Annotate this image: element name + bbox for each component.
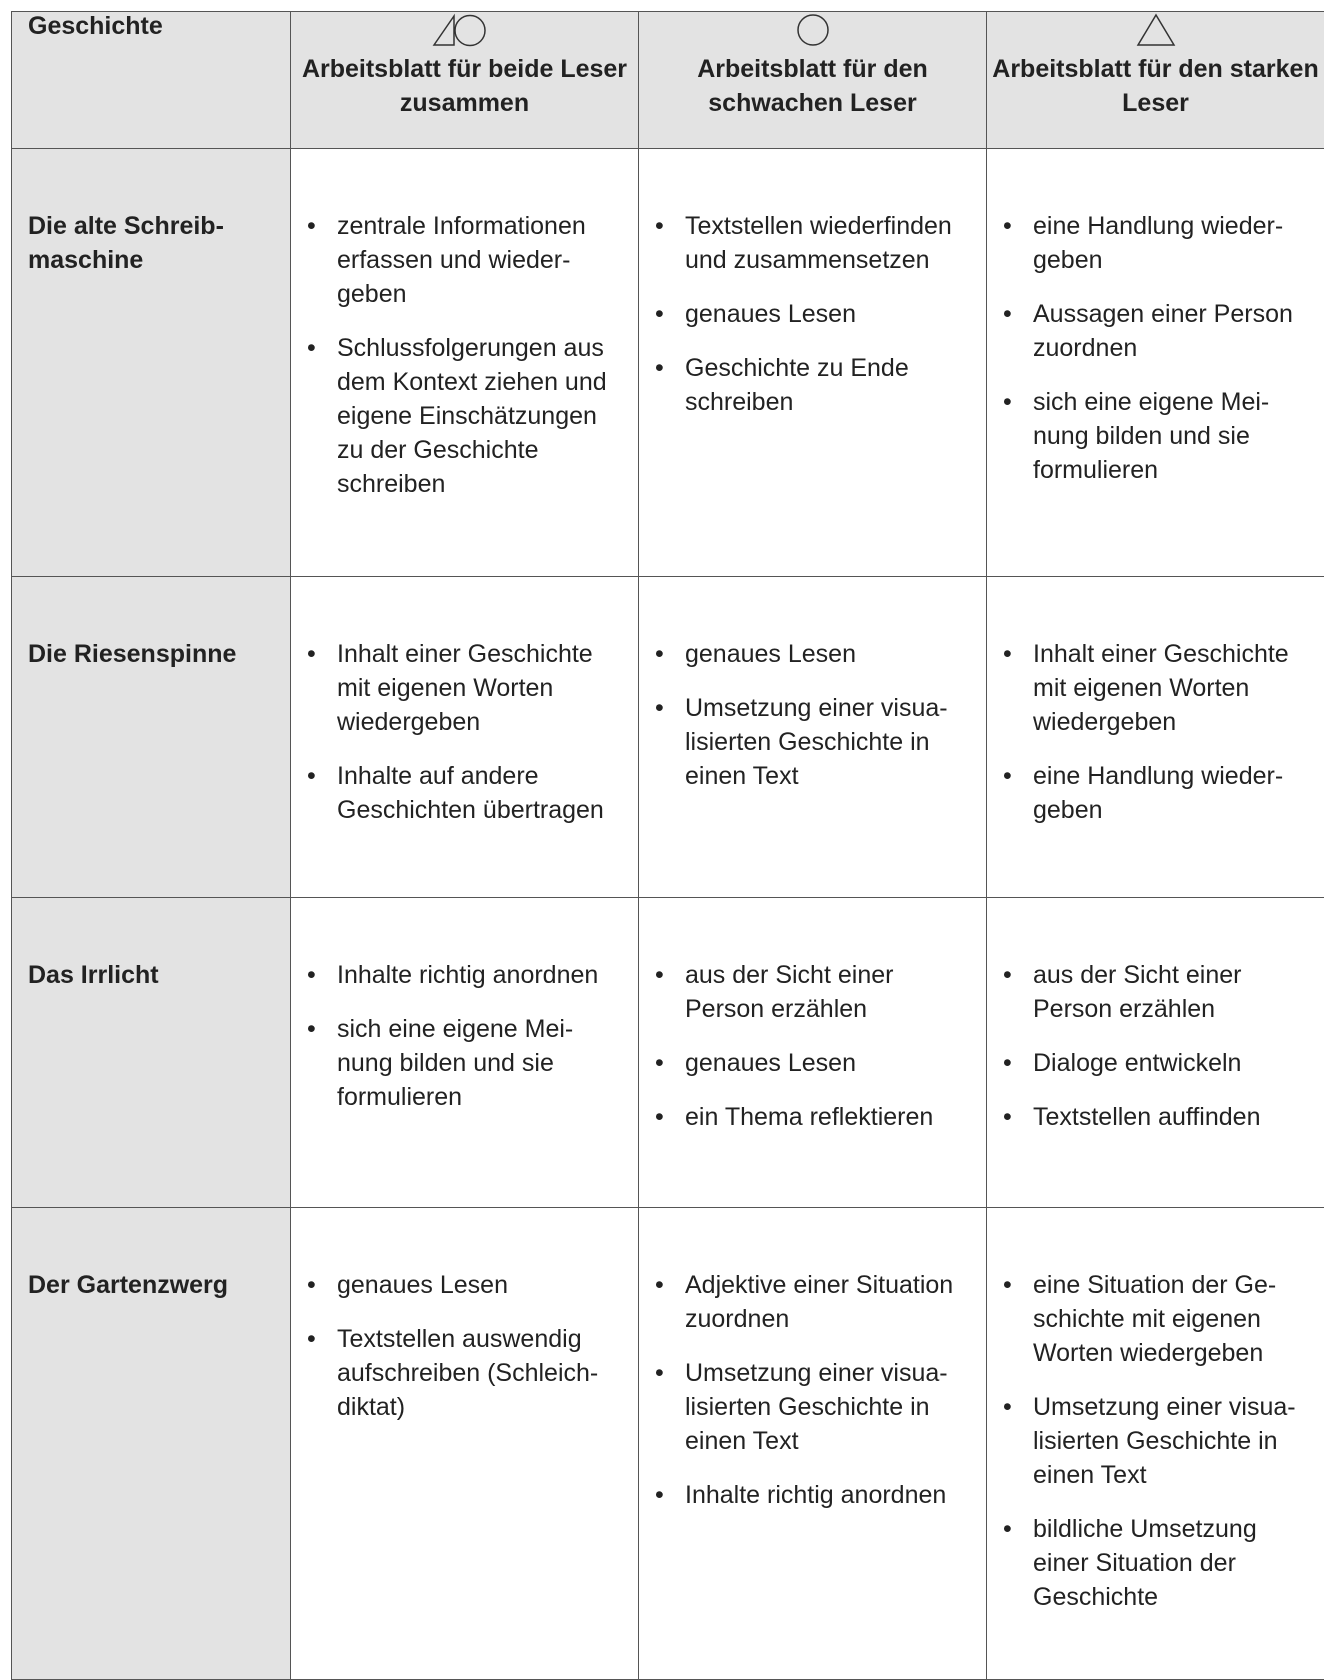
triangle-icon xyxy=(1134,12,1178,48)
table-row xyxy=(12,149,1324,577)
cell-strong-reader xyxy=(987,577,1324,898)
list-item: • Textstellen auffinden xyxy=(1003,1100,1312,1134)
cell-both-readers xyxy=(291,1208,639,1680)
list-item: • eine Handlung wieder-geben xyxy=(1003,759,1312,827)
cell-weak-reader xyxy=(639,577,987,898)
list-item: • Dialoge entwickeln xyxy=(1003,1046,1312,1080)
cell-strong-reader xyxy=(987,1208,1324,1680)
cell-weak-reader xyxy=(639,149,987,577)
cell-both-readers xyxy=(291,149,639,577)
list-item: • Umsetzung einer visua-lisierten Geschichte in einen Text xyxy=(655,1356,974,1458)
cell-strong-reader xyxy=(987,898,1324,1208)
list-item: • sich eine eigene Mei-nung bilden und sie formulieren xyxy=(1003,385,1312,487)
table-row xyxy=(12,1208,1324,1680)
table-row xyxy=(12,577,1324,898)
list-item: • Inhalte auf andere Geschichten übertragen xyxy=(307,759,626,827)
circle-icon xyxy=(793,12,833,48)
cell-weak-reader xyxy=(639,1208,987,1680)
list-item: • Inhalte richtig anordnen xyxy=(307,958,626,992)
list-item: • aus der Sicht einer Person erzählen xyxy=(1003,958,1312,1026)
list-item: • sich eine eigene Mei-nung bilden und sie formulieren xyxy=(307,1012,626,1114)
cell-both-readers xyxy=(291,577,639,898)
cell-both-readers xyxy=(291,898,639,1208)
list-item: • Geschichte zu Ende schreiben xyxy=(655,351,974,419)
list-item: • Textstellen wiederfinden und zusammensetzen xyxy=(655,209,974,277)
story-title: Der Gartenzwerg xyxy=(12,1208,291,1680)
list-item: • eine Handlung wieder-geben xyxy=(1003,209,1312,277)
list-item: • genaues Lesen xyxy=(655,637,974,671)
column-title: Arbeitsblatt für den starken Leser xyxy=(992,55,1319,117)
list-item: • genaues Lesen xyxy=(307,1268,626,1302)
header-row xyxy=(12,12,1324,149)
column-title: Arbeitsblatt für beide Leser zusammen xyxy=(301,55,628,117)
story-title: Die Riesenspinne xyxy=(12,577,291,898)
list-item: • eine Situation der Ge-schichte mit eigenen Worten wiedergeben xyxy=(1003,1268,1312,1370)
list-item: • bildliche Umsetzung einer Situation der Geschichte xyxy=(1003,1512,1312,1614)
list-item: • Umsetzung einer visua-lisierten Geschichte in einen Text xyxy=(655,691,974,793)
header-cell-story xyxy=(12,12,291,149)
list-item: • Inhalt einer Geschichte mit eigenen Worten wiedergeben xyxy=(1003,637,1312,739)
list-item: • Textstellen auswendig aufschreiben (Schleich-diktat) xyxy=(307,1322,626,1424)
header-cell-weak-reader xyxy=(639,12,987,149)
list-item: • Aussagen einer Person zuordnen xyxy=(1003,297,1312,365)
header-cell-strong-reader xyxy=(987,12,1324,149)
cell-weak-reader xyxy=(639,898,987,1208)
list-item: • aus der Sicht einer Person erzählen xyxy=(655,958,974,1026)
list-item: • Schlussfolgerungen aus dem Kontext ziehen und eigene Einschätzungen zu der Geschichte schreiben xyxy=(307,331,626,501)
cell-strong-reader xyxy=(987,149,1324,577)
column-title: Arbeitsblatt für den schwachen Leser xyxy=(697,55,928,117)
list-item: • Adjektive einer Situation zuordnen xyxy=(655,1268,974,1336)
worksheet-overview-table xyxy=(11,11,1324,1680)
list-item: • Inhalte richtig anordnen xyxy=(655,1478,974,1512)
list-item: • Inhalt einer Geschichte mit eigenen Worten wiedergeben xyxy=(307,637,626,739)
list-item: • genaues Lesen xyxy=(655,297,974,331)
corner-label: Geschichte xyxy=(28,12,163,40)
story-title: Die alte Schreib-maschine xyxy=(12,149,291,577)
list-item: • zentrale Informationen erfassen und wieder-geben xyxy=(307,209,626,311)
triangle-circle-icon xyxy=(430,12,500,48)
table-row xyxy=(12,898,1324,1208)
list-item: • Umsetzung einer visua-lisierten Geschichte in einen Text xyxy=(1003,1390,1312,1492)
list-item: • ein Thema reflektieren xyxy=(655,1100,974,1134)
story-title: Das Irrlicht xyxy=(12,898,291,1208)
header-cell-both-readers xyxy=(291,12,639,149)
list-item: • genaues Lesen xyxy=(655,1046,974,1080)
